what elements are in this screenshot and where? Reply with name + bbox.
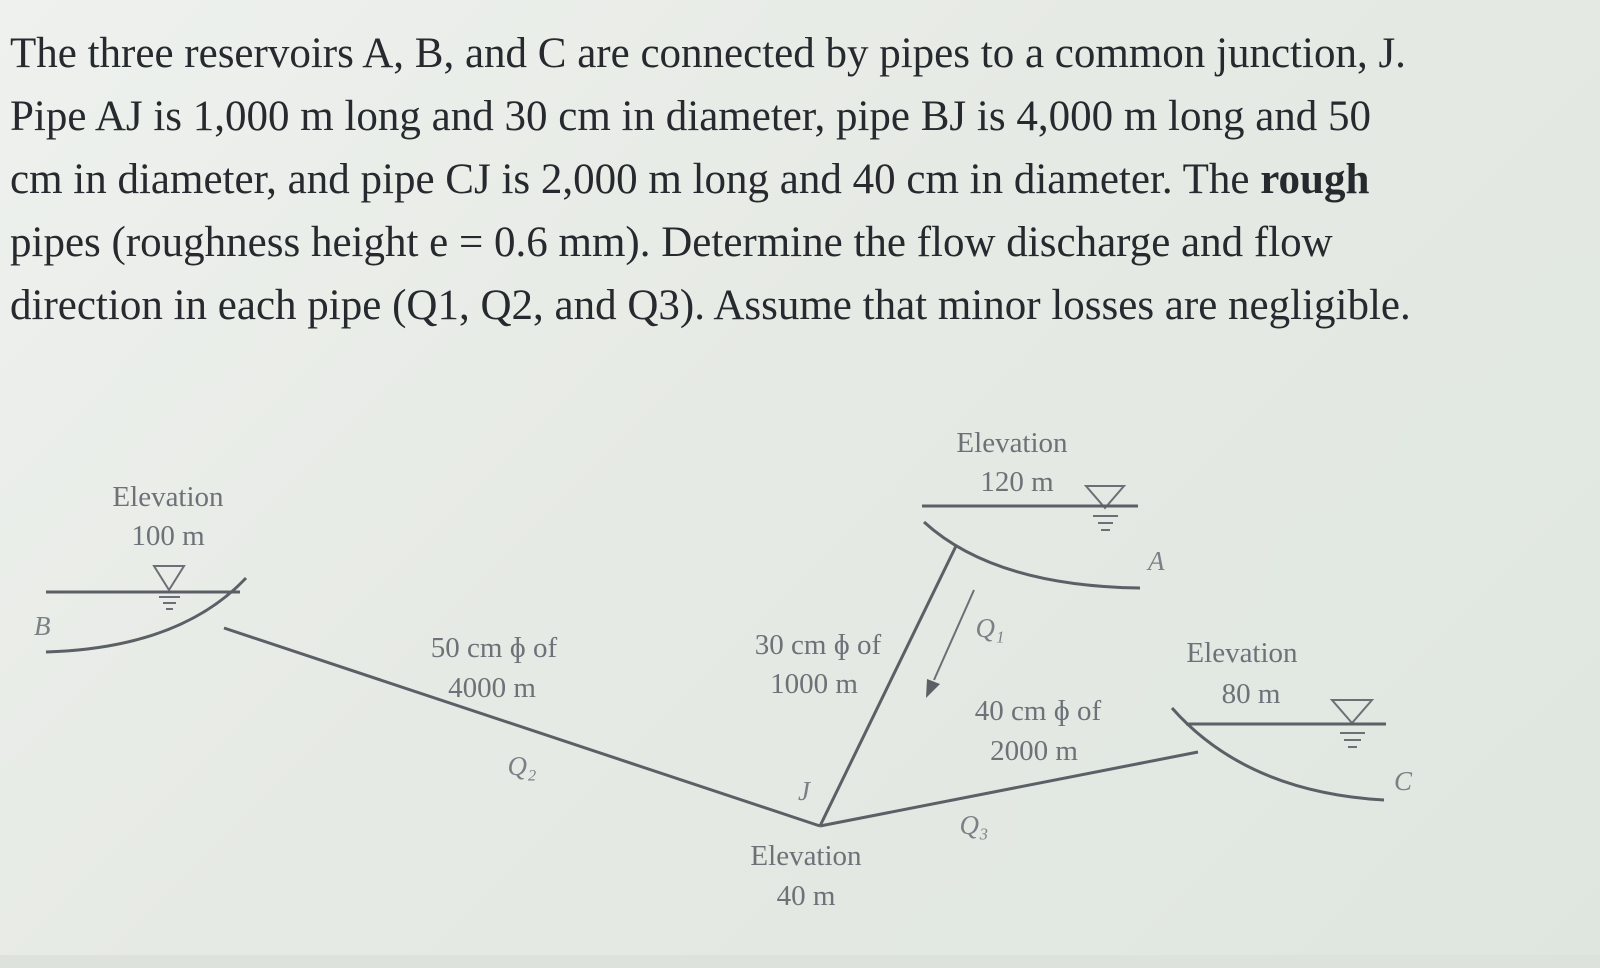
pipe-bj-size-label: 50 cm ɸ of — [430, 632, 558, 664]
flow-arrow-q1 — [926, 590, 974, 698]
reservoir-b-bed — [46, 578, 246, 652]
reservoir-a-letter: A — [1148, 546, 1165, 576]
problem-bold-word: rough — [1260, 156, 1370, 203]
reservoir-a-elevation-value: 120 m — [980, 466, 1054, 498]
reservoir-c-elevation-value: 80 m — [1221, 678, 1281, 710]
reservoir-b-letter: B — [34, 611, 51, 641]
pipe-cj-flow-label: Q₃ — [959, 810, 989, 840]
pipe-bj-flow-label: Q₂ — [507, 751, 537, 781]
reservoir-b — [34, 481, 246, 652]
problem-line-3-text: cm in diameter, and pipe CJ is 2,000 m long and 40 cm in diameter. The — [10, 156, 1261, 203]
problem-line-4: pipes (roughness height e = 0.6 mm). Determine the flow discharge and flow — [10, 219, 1333, 266]
junction-elevation-value: 40 m — [776, 880, 836, 912]
pipe-aj-size-label: 30 cm ɸ of — [754, 629, 882, 661]
water-level-icon — [1086, 486, 1124, 530]
problem-line-1: The three reservoirs A, B, and C are connected by pipes to a common junction, J. — [10, 30, 1406, 77]
reservoir-a — [922, 427, 1165, 588]
reservoir-c-elevation-label: Elevation — [1186, 637, 1298, 669]
reservoir-b-elevation-label: Elevation — [112, 481, 224, 513]
problem-line-2: Pipe AJ is 1,000 m long and 30 cm in diameter, pipe BJ is 4,000 m long and 50 — [10, 93, 1372, 140]
reservoir-a-elevation-label: Elevation — [956, 427, 1068, 459]
problem-line-5: direction in each pipe (Q1, Q2, and Q3). Assume that minor losses are negligible. — [10, 282, 1411, 329]
water-level-icon — [154, 566, 184, 609]
junction-letter: J — [798, 776, 810, 806]
pipe-bj-length-label: 4000 m — [448, 672, 536, 704]
junction-elevation-label: Elevation — [750, 840, 862, 872]
page-bottom-edge — [0, 955, 1600, 968]
pipe-aj-flow-label: Q₁ — [975, 613, 1005, 643]
pipe-cj-size-label: 40 cm ɸ of — [974, 695, 1102, 727]
reservoir-c — [1172, 637, 1413, 800]
reservoir-a-bed — [924, 522, 1140, 588]
pipe-aj-length-label: 1000 m — [770, 668, 858, 700]
pipe-cj-length-label: 2000 m — [990, 735, 1078, 767]
reservoir-b-elevation-value: 100 m — [131, 520, 205, 552]
reservoir-c-letter: C — [1394, 766, 1413, 796]
